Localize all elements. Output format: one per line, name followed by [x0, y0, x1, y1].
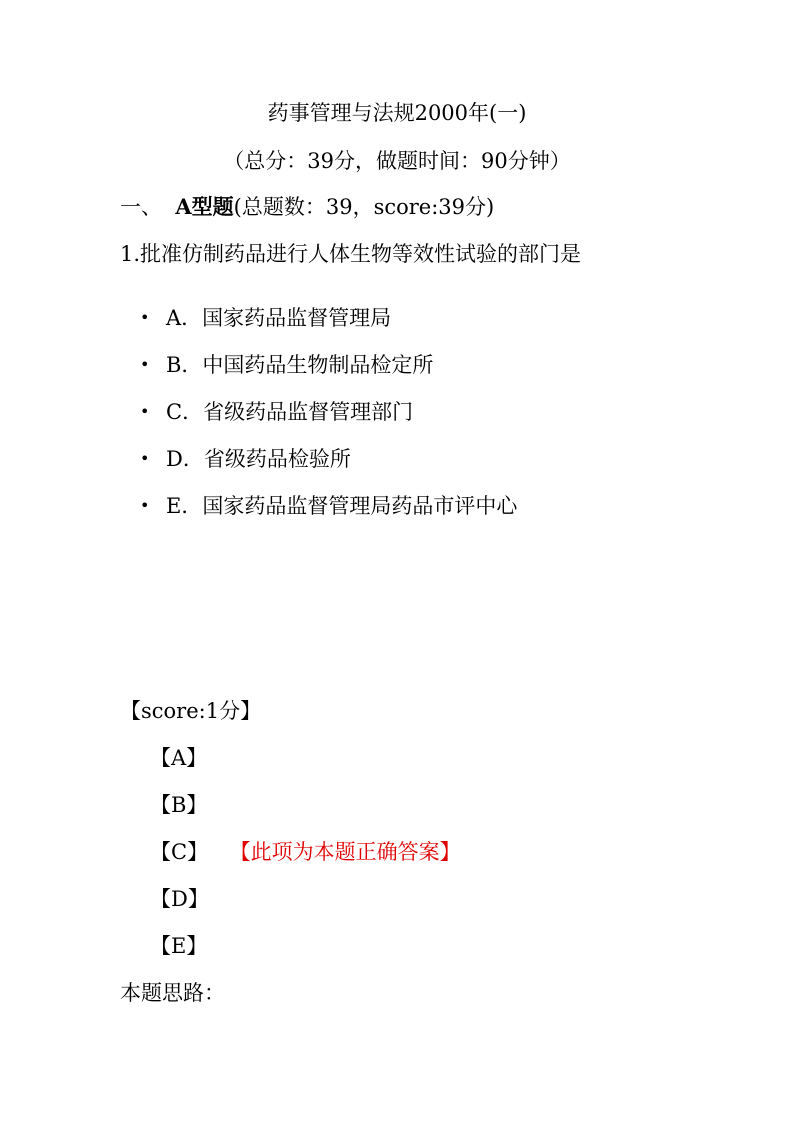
answer-item: [150, 745, 461, 792]
option-text: C．省级药品监督管理部门: [166, 400, 414, 424]
answer-item: [150, 792, 461, 839]
option-text: D．省级药品检验所: [166, 447, 351, 471]
option-item: [140, 446, 517, 493]
question-text: 1.批准仿制药品进行人体生物等效性试验的部门是: [120, 242, 582, 266]
option-item: [140, 352, 517, 399]
section-number: 一、: [120, 195, 162, 219]
option-item: [140, 305, 517, 352]
answer-item: [150, 933, 461, 980]
bullet-icon: •: [140, 402, 150, 421]
answer-choice: 【B】: [150, 793, 208, 817]
correct-answer-marker: 【此项为本题正确答案】: [240, 840, 461, 864]
section-type: A型题: [175, 194, 234, 219]
answer-choice: 【A】: [150, 746, 208, 770]
bullet-icon: •: [140, 496, 150, 515]
option-text: B．中国药品生物制品检定所: [166, 353, 434, 377]
section-info: (总题数：39，score:39分): [233, 195, 495, 219]
option-item: [140, 399, 517, 446]
option-list: [140, 305, 517, 540]
explanation-label: 本题思路：: [120, 981, 225, 1005]
option-text: E．国家药品监督管理局药品市评中心: [166, 494, 518, 518]
answer-item: [150, 886, 461, 933]
option-item: [140, 493, 517, 540]
score-label: 【score:1分】: [120, 699, 262, 723]
answer-choice: 【C】: [150, 840, 209, 864]
option-text: A．国家药品监督管理局: [166, 306, 392, 330]
answer-choice: 【D】: [150, 887, 209, 911]
bullet-icon: •: [140, 449, 150, 468]
answer-item: [150, 839, 461, 886]
answer-list: [150, 745, 461, 980]
bullet-icon: •: [140, 355, 150, 374]
page-title: 药事管理与法规2000年(一): [267, 101, 527, 125]
exam-meta: （总分：39分，做题时间：90分钟）: [223, 149, 571, 173]
answer-choice: 【E】: [150, 934, 208, 958]
bullet-icon: •: [140, 308, 150, 327]
section-heading: [120, 194, 494, 220]
